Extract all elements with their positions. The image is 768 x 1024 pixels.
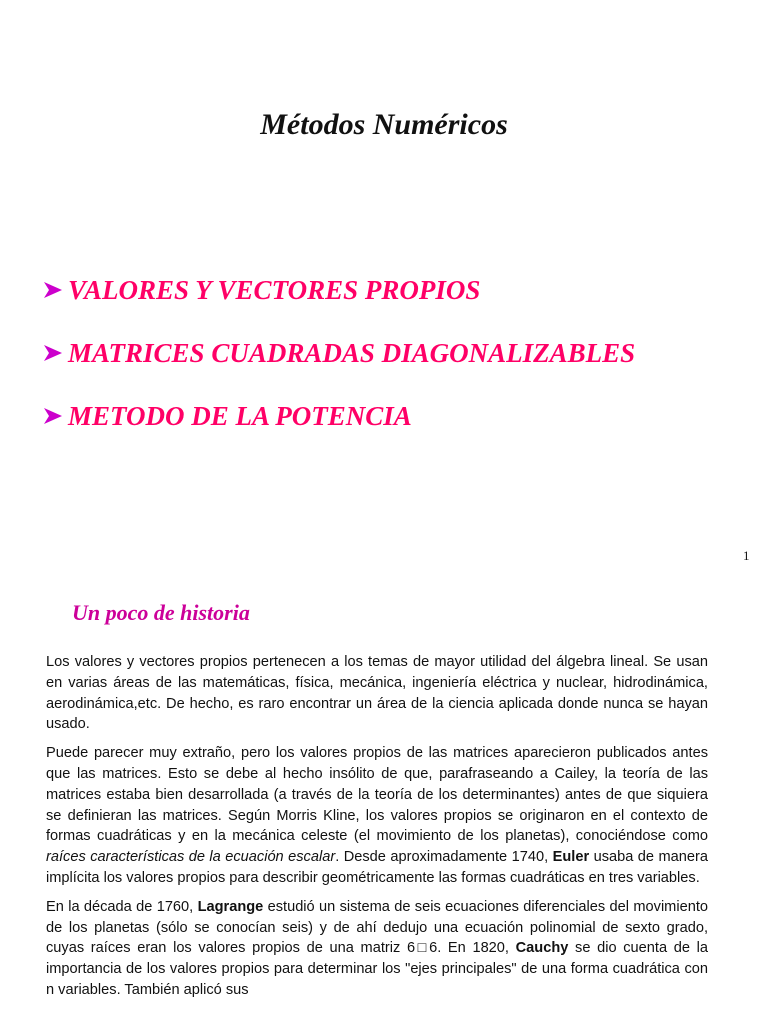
arrow-bullet-icon bbox=[42, 279, 64, 301]
topic-label: VALORES Y VECTORES PROPIOS bbox=[68, 274, 481, 305]
topic-label: METODO DE LA POTENCIA bbox=[68, 400, 412, 431]
topic-list bbox=[42, 270, 635, 459]
page-title: Métodos Numéricos bbox=[260, 108, 508, 141]
name-lagrange: Lagrange bbox=[197, 898, 264, 915]
paragraph: En la década de 1760, Lagrange estudió un sistema de seis ecuaciones diferenciales del movimiento de los planetas (sólo se conocían seis) y de ahí dedujo una ecuación polinomial de sexto grado, cuyas raíces eran los valores propios de una matriz 6□6. En 1820, Cauchy se dio cuenta de la importancia de los valores propios para determinar los "ejes principales" de una forma cuadrática con n variables. También aplicó sus bbox=[46, 898, 708, 998]
topic-item bbox=[42, 333, 635, 373]
paragraph: Los valores y vectores propios pertenecen a los temas de mayor utilidad del álgebra lineal. Se usan en varias áreas de las matemáticas, física, mecánica, ingeniería eléctrica y nuclear, hidrodinámica, aerodinámica,etc. De hecho, es raro encontrar un área de la ciencia aplicada donde nunca se hayan usado. bbox=[46, 654, 708, 733]
topic-label: MATRICES CUADRADAS DIAGONALIZABLES bbox=[68, 337, 636, 368]
italic-term: raíces características de la ecuación escalar bbox=[46, 849, 336, 866]
arrow-bullet-icon bbox=[42, 405, 64, 427]
paragraph: Puede parecer muy extraño, pero los valores propios de las matrices aparecieron publicados antes que las matrices. Esto se debe al hecho insólito de que, parafraseando a Cailey, la teoría de las matrices estaba bien desarrollada (a través de la teoría de los determinantes) antes de que siquiera se definieran las matrices. Según Morris Kline, los valores propios se originaron en el contexto de formas cuadráticas y en la mecánica celeste (el movimiento de los planetas), conociéndose como raíces características de la ecuación escalar. Desde aproximadamente 1740, Euler usaba de manera implícita los valores propios para describir geométricamente las formas cuadráticas en tres variables. bbox=[46, 745, 708, 886]
section-heading: Un poco de historia bbox=[72, 600, 250, 625]
topic-item bbox=[42, 396, 635, 436]
topic-item bbox=[42, 270, 635, 310]
name-cauchy: Cauchy bbox=[515, 940, 569, 957]
body-text bbox=[46, 652, 708, 1009]
name-euler: Euler bbox=[552, 849, 590, 866]
arrow-bullet-icon bbox=[42, 342, 64, 364]
slide-number: 1 bbox=[743, 548, 750, 563]
